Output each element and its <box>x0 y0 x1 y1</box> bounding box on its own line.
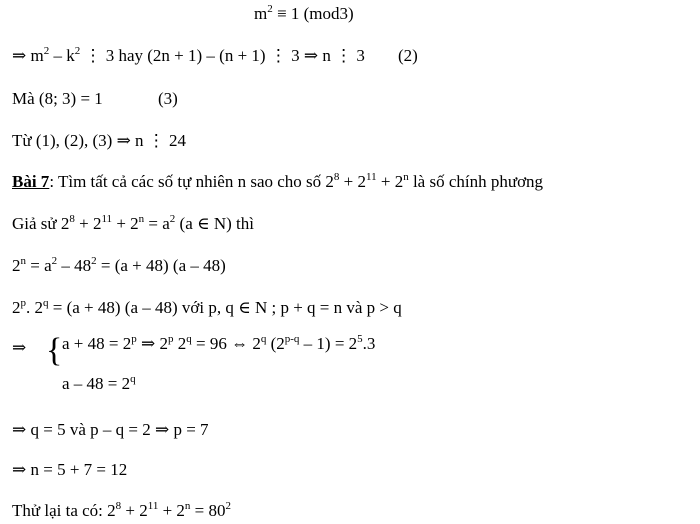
text: (2 <box>266 334 285 353</box>
text: là số chính phương <box>408 172 544 191</box>
text: a – 48 = 2 <box>62 374 131 393</box>
text: + 2 <box>339 172 367 191</box>
superscript: q <box>260 333 267 345</box>
superscript: 2 <box>267 3 273 15</box>
solve-pq-line <box>12 420 209 440</box>
superscript: p <box>20 297 26 309</box>
text: ≡ 1 (mod3) <box>272 4 354 23</box>
text: = a <box>144 214 170 233</box>
text: Từ (1), (2), (3) ⇒ n ⋮ 24 <box>12 131 187 150</box>
text: = (a + 48) (a – 48) với p, q ∈ N ; p + q = n và p > q <box>48 298 402 317</box>
text: a + 48 = 2 <box>62 334 132 353</box>
text: + 2 <box>376 172 404 191</box>
system-brace <box>46 334 62 368</box>
superscript: 11 <box>147 500 159 512</box>
assumption-line <box>12 214 254 236</box>
text: ⇒ n = 5 + 7 = 12 <box>12 460 128 479</box>
equation-label-2 <box>398 46 418 66</box>
text: = a <box>26 256 52 275</box>
text: . 2 <box>26 298 43 317</box>
congruence-line <box>254 4 354 26</box>
difference-of-squares-line <box>12 256 226 278</box>
superscript: 8 <box>115 500 122 512</box>
text: (3) <box>158 89 178 108</box>
superscript: 2 <box>225 500 232 512</box>
superscript: 5 <box>357 333 363 345</box>
text: – 48 <box>57 256 92 275</box>
superscript: 8 <box>333 171 340 183</box>
superscript: p <box>131 333 137 345</box>
superscript: n <box>403 171 409 183</box>
superscript: p-q <box>284 333 300 345</box>
superscript: p <box>167 333 174 345</box>
superscript: 2 <box>169 213 176 225</box>
superscript: 2 <box>91 255 97 267</box>
text: + 2 <box>74 214 102 233</box>
superscript: 8 <box>69 213 75 225</box>
text: Mà (8; 3) = 1 <box>12 89 103 108</box>
text: (2) <box>398 46 418 65</box>
text: = 80 <box>190 501 226 520</box>
superscript: 2 <box>74 45 81 57</box>
text: + 2 <box>112 214 139 233</box>
text: Giả sử 2 <box>12 214 70 233</box>
text: .3 <box>362 334 376 353</box>
problem-7-statement <box>12 172 543 194</box>
text: { <box>46 332 63 369</box>
coprime-line <box>12 89 103 109</box>
text: ⇒ q = 5 và p – q = 2 ⇒ p = 7 <box>12 420 209 439</box>
system-equation-2 <box>62 374 136 396</box>
text: ⇒ <box>12 338 27 357</box>
factorization-line <box>12 298 402 320</box>
text: 2 <box>12 298 21 317</box>
superscript: q <box>186 333 192 345</box>
superscript: 11 <box>366 171 377 183</box>
problem-title: Bài 7 <box>12 172 50 191</box>
text: (a ∈ N) thì <box>175 214 254 233</box>
text: ⇒ 2 <box>136 334 168 353</box>
superscript: n <box>20 255 26 267</box>
superscript: q <box>43 297 49 309</box>
text: 2 <box>173 334 187 353</box>
text: ⇒ m <box>12 46 44 65</box>
system-equation-1 <box>62 334 375 356</box>
superscript: n <box>138 213 145 225</box>
superscript: q <box>130 373 136 385</box>
result-n-line <box>12 460 127 480</box>
text: 2 <box>12 256 21 275</box>
text: : Tìm tất cả các số tự nhiên n sao cho số 2 <box>49 172 334 191</box>
text: = (a + 48) (a – 48) <box>96 256 226 275</box>
superscript: n <box>184 500 191 512</box>
divisibility-by-3-line <box>12 46 365 68</box>
text: ⋮ 3 hay (2n + 1) – (n + 1) ⋮ 3 ⇒ n ⋮ 3 <box>80 46 365 65</box>
superscript: 2 <box>43 45 50 57</box>
superscript: 11 <box>101 213 113 225</box>
text: m <box>254 4 268 23</box>
text: – 1) = 2 <box>299 334 358 353</box>
text: + 2 <box>158 501 185 520</box>
conclusion-24-line <box>12 131 186 151</box>
superscript: 2 <box>51 255 58 267</box>
text: – k <box>49 46 75 65</box>
text: = 96 ⇔ 2 <box>191 334 261 353</box>
equation-label-3 <box>158 89 178 109</box>
implies-arrow <box>12 338 26 358</box>
verification-line <box>12 501 231 523</box>
text: + 2 <box>121 501 148 520</box>
text: Thử lại ta có: 2 <box>12 501 116 520</box>
